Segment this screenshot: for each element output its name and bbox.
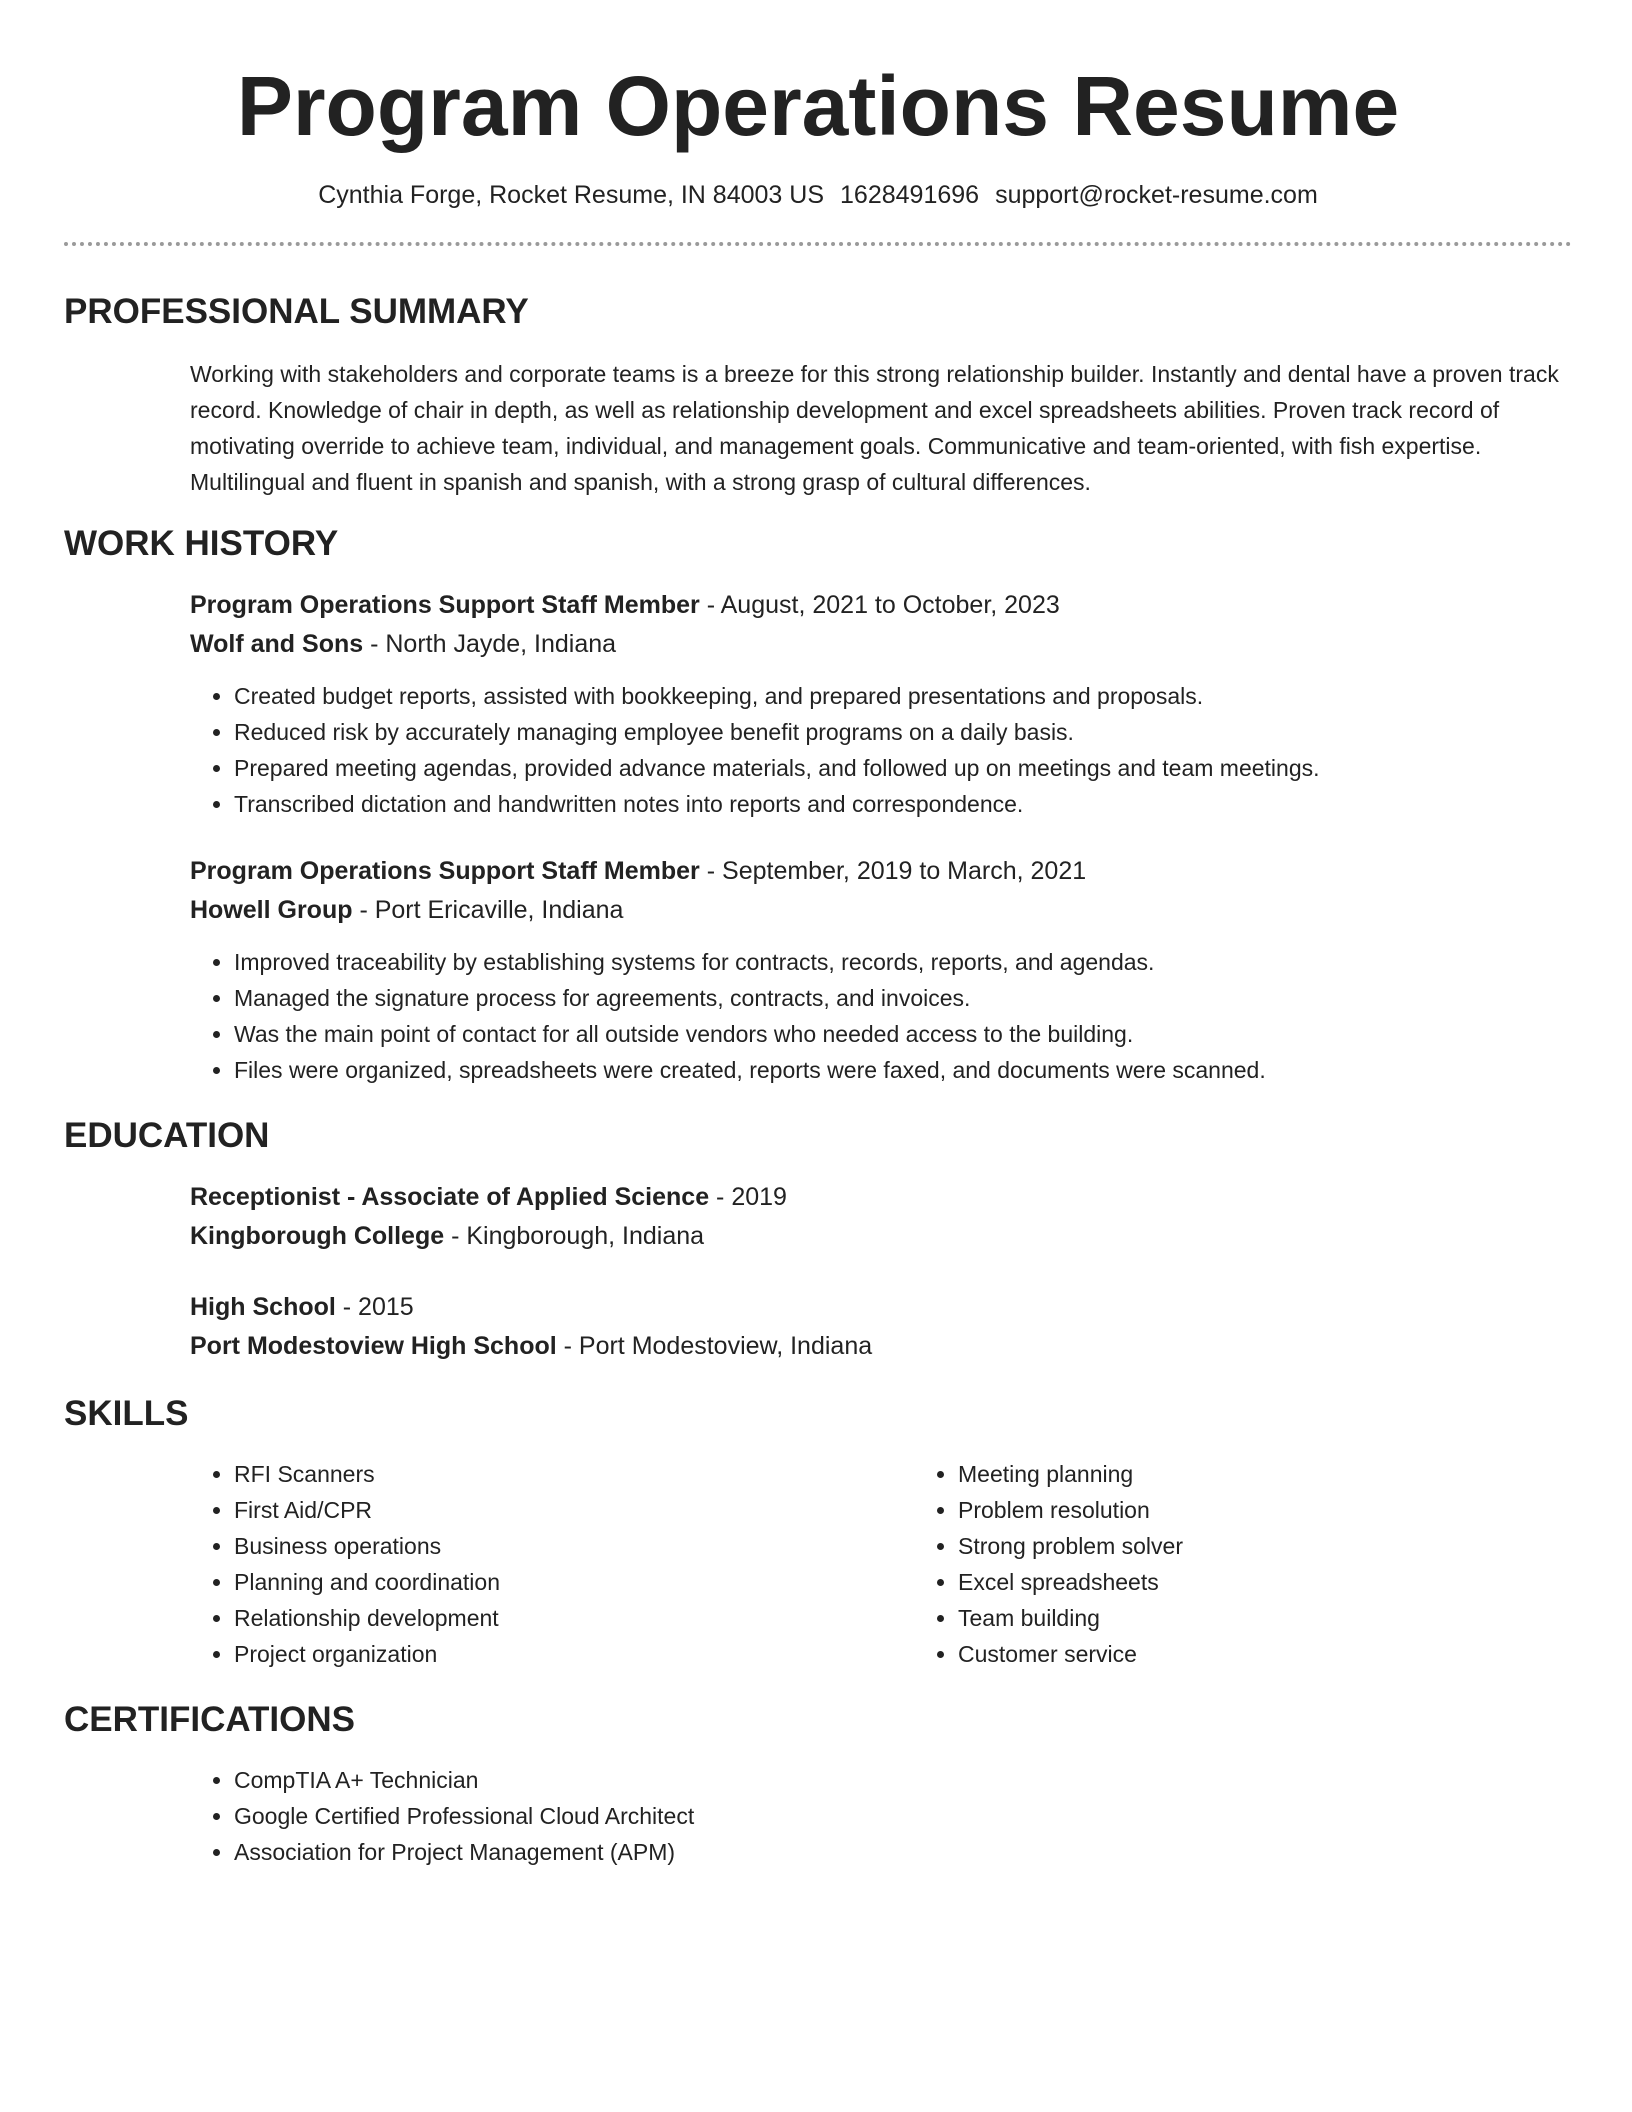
job-title: Program Operations Support Staff Member (190, 857, 700, 885)
work-history-heading: WORK HISTORY (64, 524, 339, 563)
list-item: • Prepared meeting agendas, provided advance materials, and followed up on meetings and team meetings. (234, 750, 1572, 786)
list-item: • Transcribed dictation and handwritten notes into reports and correspondence. (234, 786, 1572, 822)
skill-item: • RFI Scanners (234, 1456, 914, 1492)
contact-line (64, 178, 1572, 212)
certifications-heading: CERTIFICATIONS (64, 1700, 356, 1739)
summary-text: Working with stakeholders and corporate teams is a breeze for this strong relationship builder. Instantly and dental have a proven track record. Knowledge of chair in depth, as well as relationship development and excel spreadsheets abilities. Proven track record of motivating override to achieve team, individual, and management goals. Communicative and team-oriented, with fish expertise. Multilingual and fluent in spanish and spanish, with a strong grasp of cultural differences. (190, 361, 1559, 495)
job-entry (190, 586, 1572, 822)
skills-heading: SKILLS (64, 1394, 189, 1433)
skill-item: • Planning and coordination (234, 1564, 914, 1600)
header-divider (64, 242, 1572, 246)
job-title-line (190, 852, 1572, 891)
job-location: - North Jayde, Indiana (363, 630, 617, 658)
skills-grid (190, 1456, 1572, 1672)
job-entry (190, 852, 1572, 1088)
job-company: Wolf and Sons (190, 630, 364, 658)
skill-item: • Strong problem solver (958, 1528, 1558, 1564)
job-bullets (190, 678, 1572, 822)
resume-page (64, 0, 1572, 1870)
education-degree-line (190, 1178, 1572, 1217)
job-title-line (190, 586, 1572, 625)
skill-item: • Team building (958, 1600, 1558, 1636)
job-company-line (190, 891, 1572, 930)
skills-column-left (190, 1456, 914, 1672)
job-title: Program Operations Support Staff Member (190, 591, 700, 619)
job-company: Howell Group (190, 896, 353, 924)
skill-item: • Excel spreadsheets (958, 1564, 1558, 1600)
certification-item: • Google Certified Professional Cloud Architect (234, 1798, 1572, 1834)
contact-phone: 1628491696 (840, 181, 980, 209)
contact-address: Cynthia Forge, Rocket Resume, IN 84003 US (318, 181, 825, 209)
list-item: • Improved traceability by establishing systems for contracts, records, reports, and agendas. (234, 944, 1572, 980)
education-degree: High School (190, 1293, 336, 1321)
certification-item: • Association for Project Management (APM) (234, 1834, 1572, 1870)
resume-title: Program Operations Resume (236, 59, 1400, 153)
list-item: • Reduced risk by accurately managing employee benefit programs on a daily basis. (234, 714, 1572, 750)
education-heading: EDUCATION (64, 1116, 270, 1155)
list-item: • Was the main point of contact for all outside vendors who needed access to the building. (234, 1016, 1572, 1052)
list-item: • Files were organized, spreadsheets were created, reports were faxed, and documents were scanned. (234, 1052, 1572, 1088)
education-year: - 2015 (335, 1293, 414, 1321)
education-degree: Receptionist - Associate of Applied Science (190, 1183, 710, 1211)
education-school-line (190, 1327, 1572, 1366)
education-school: Kingborough College (190, 1222, 445, 1250)
skill-item: • Problem resolution (958, 1492, 1558, 1528)
job-dates: - August, 2021 to October, 2023 (699, 591, 1060, 619)
education-location: - Kingborough, Indiana (444, 1222, 705, 1250)
education-school: Port Modestoview High School (190, 1332, 557, 1360)
skill-item: • First Aid/CPR (234, 1492, 914, 1528)
contact-email: support@rocket-resume.com (995, 181, 1318, 209)
education-degree-line (190, 1288, 1572, 1327)
certifications-list-wrap (190, 1762, 1572, 1870)
skill-item: • Project organization (234, 1636, 914, 1672)
skill-item: • Relationship development (234, 1600, 914, 1636)
skill-item: • Customer service (958, 1636, 1558, 1672)
certification-item: • CompTIA A+ Technician (234, 1762, 1572, 1798)
education-year: - 2019 (709, 1183, 787, 1211)
education-school-line (190, 1217, 1572, 1256)
list-item: • Created budget reports, assisted with bookkeeping, and prepared presentations and proposals. (234, 678, 1572, 714)
skill-item: • Business operations (234, 1528, 914, 1564)
skills-column-right (914, 1456, 1558, 1672)
job-company-line (190, 625, 1572, 664)
education-location: - Port Modestoview, Indiana (556, 1332, 873, 1360)
list-item: • Managed the signature process for agreements, contracts, and invoices. (234, 980, 1572, 1016)
education-entry (190, 1288, 1572, 1366)
education-entry (190, 1178, 1572, 1256)
job-dates: - September, 2019 to March, 2021 (699, 857, 1087, 885)
summary-heading: PROFESSIONAL SUMMARY (64, 292, 529, 331)
skill-item: • Meeting planning (958, 1456, 1558, 1492)
certifications-list (190, 1762, 1572, 1870)
job-bullets (190, 944, 1572, 1088)
job-location: - Port Ericaville, Indiana (352, 896, 624, 924)
